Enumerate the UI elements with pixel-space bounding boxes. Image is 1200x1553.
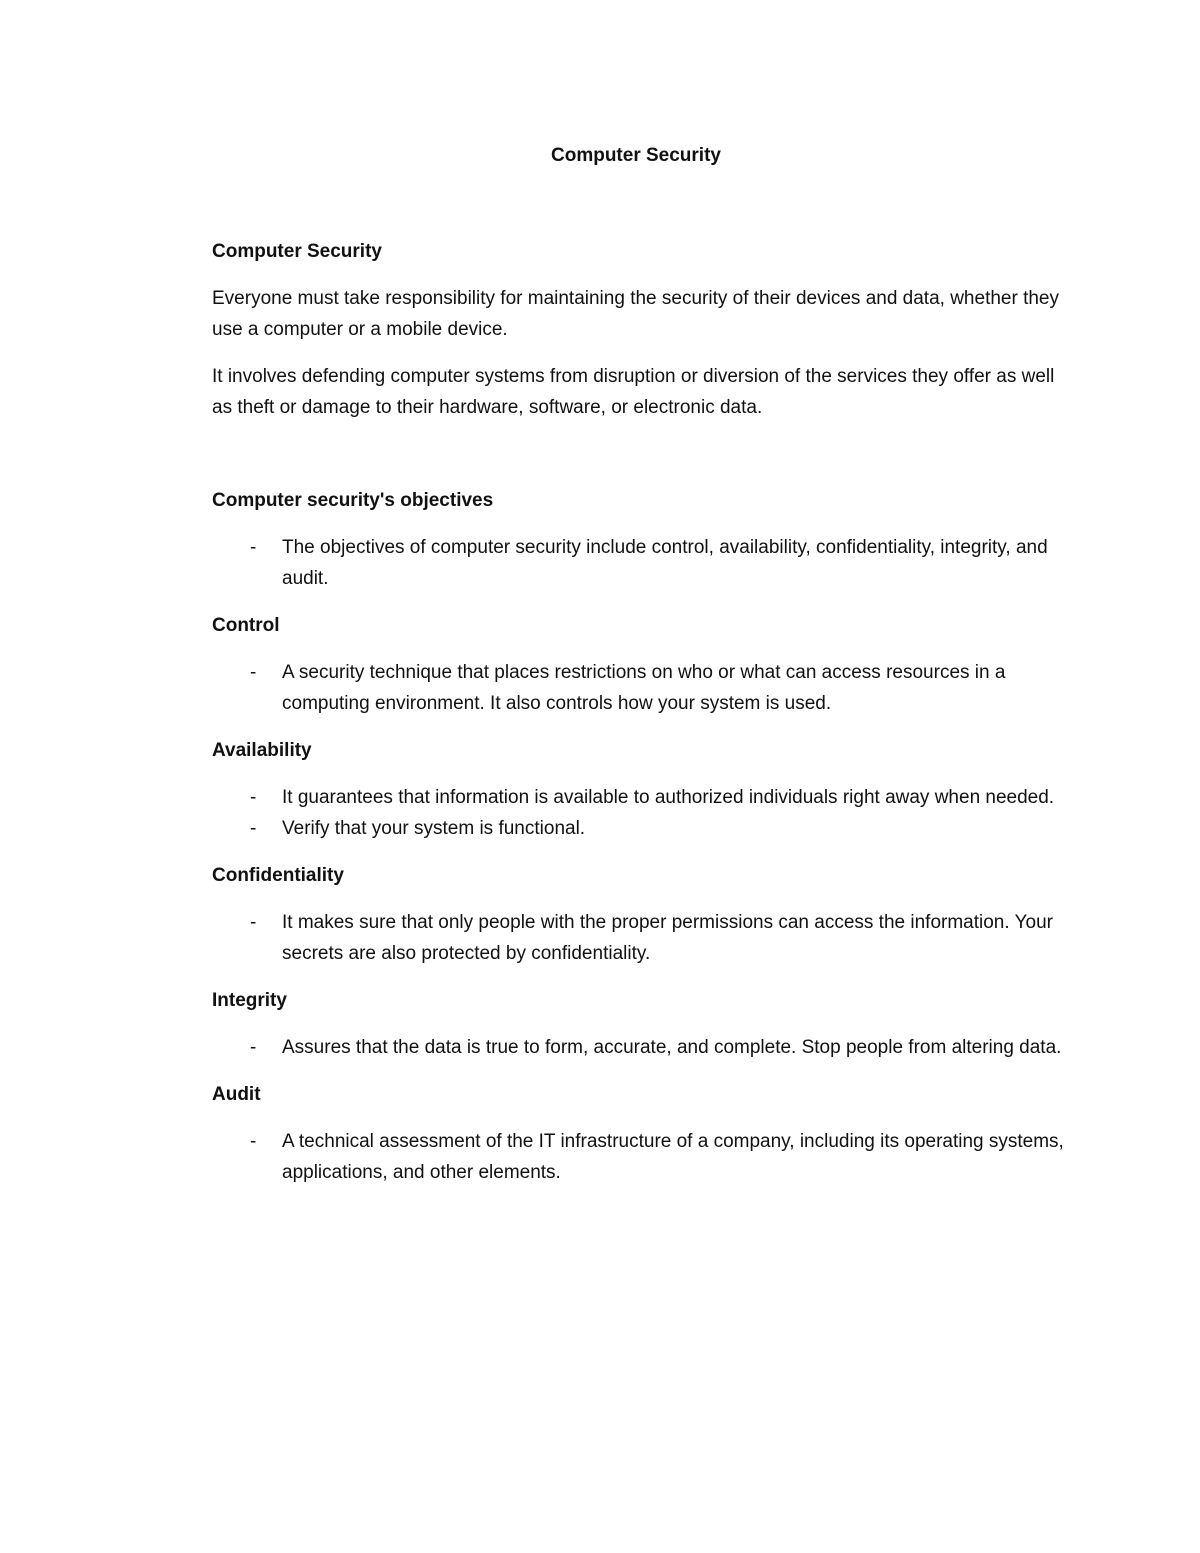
list-item xyxy=(212,657,1072,719)
list-item xyxy=(212,532,1072,594)
objectives-list xyxy=(212,532,1072,594)
list-item-text: The objectives of computer security include control, availability, confidentiality, integrity, and audit. xyxy=(282,537,1048,589)
confidentiality-heading: Confidentiality xyxy=(212,865,344,886)
availability-list xyxy=(212,782,1072,844)
confidentiality-list xyxy=(212,907,1072,969)
dash-bullet: - xyxy=(250,912,257,933)
dash-bullet: - xyxy=(250,537,257,558)
document-title: Computer Security xyxy=(551,145,721,166)
integrity-heading: Integrity xyxy=(212,990,287,1011)
list-item xyxy=(212,1126,1072,1188)
list-item-text: It makes sure that only people with the proper permissions can access the information. Your secrets are also protected by confidentiality. xyxy=(282,912,1053,964)
control-list xyxy=(212,657,1072,719)
objectives-heading: Computer security's objectives xyxy=(212,490,494,511)
list-item xyxy=(212,907,1072,969)
dash-bullet: - xyxy=(250,818,257,839)
dash-bullet: - xyxy=(250,1037,257,1058)
integrity-list xyxy=(212,1032,1072,1063)
dash-bullet: - xyxy=(250,1131,257,1152)
dash-bullet: - xyxy=(250,662,257,683)
list-item-text: A security technique that places restrictions on who or what can access resources in a computing environment. It also controls how your system is used. xyxy=(282,662,1006,714)
list-item xyxy=(212,1032,1072,1063)
list-item xyxy=(212,813,1072,844)
availability-heading: Availability xyxy=(212,740,312,761)
list-item-text: A technical assessment of the IT infrastructure of a company, including its operating systems, applications, and other elements. xyxy=(282,1131,1064,1183)
list-item xyxy=(212,782,1072,813)
list-item-text: Assures that the data is true to form, accurate, and complete. Stop people from altering data. xyxy=(282,1037,1062,1058)
audit-list xyxy=(212,1126,1072,1188)
intro-paragraph-2: It involves defending computer systems from disruption or diversion of the services they offer as well as theft or damage to their hardware, software, or electronic data. xyxy=(212,366,1055,418)
control-heading: Control xyxy=(212,615,280,636)
document-body xyxy=(212,236,1072,1188)
intro-paragraph-1: Everyone must take responsibility for maintaining the security of their devices and data, whether they use a computer or a mobile device. xyxy=(212,288,1059,340)
list-item-text: Verify that your system is functional. xyxy=(282,818,586,839)
dash-bullet: - xyxy=(250,787,257,808)
list-item-text: It guarantees that information is available to authorized individuals right away when needed. xyxy=(282,787,1055,808)
audit-heading: Audit xyxy=(212,1084,261,1105)
intro-heading: Computer Security xyxy=(212,241,382,262)
